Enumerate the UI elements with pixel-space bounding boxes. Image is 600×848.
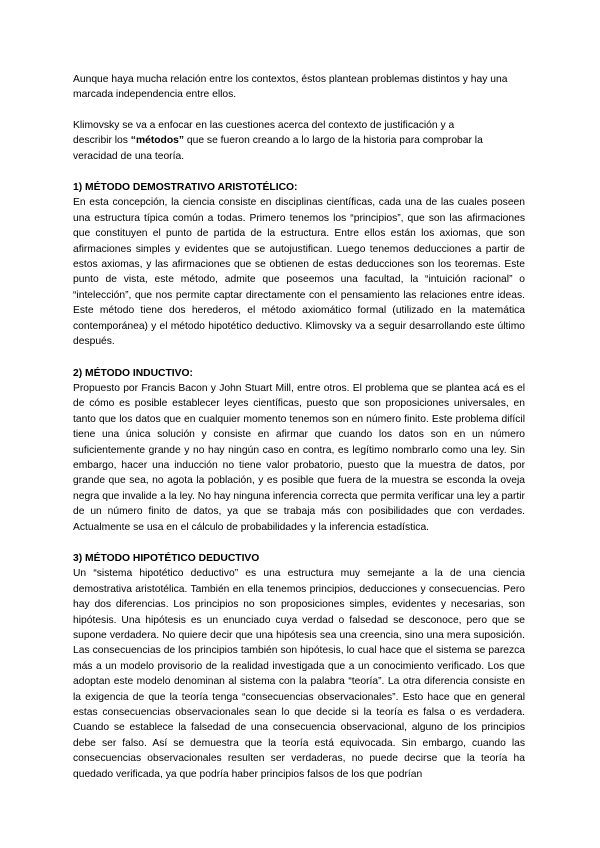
section-heading-aristotelian: 1) MÉTODO DEMOSTRATIVO ARISTOTÉLICO: (73, 182, 298, 194)
section-body-inductive: Propuesto por Francis Bacon y John Stuart Mill, entre otros. El problema que se plantea acá es el de cómo es posible establecer leyes científicas, puesto que son proposiciones universales, en tanto que los datos que en cualquier momento tenemos son en número finito. Este problema difícil tiene una única solución y consiste en afirmar que cuando los datos son en un número suficientemente grande y no hay ningún caso en contra, es legítimo nombrarlo como una ley. Sin embargo, hacer una inducción no tiene valor probatorio, puesto que la muestra de datos, por grande que sea, no agota la población, y es posible que fuera de la muestra se esconda la oveja negra que invalide a la ley. No hay ninguna inferencia correcta que permita verificar una ley a partir de un número finito de datos, ya que se trabaja más con posibilidades que con verdades. Actualmente se usa en el cálculo de probabilidades y la inferencia estadística. (73, 382, 525, 533)
section-body-hypothetico-deductive: Un “sistema hipotético deductivo” es una estructura muy semejante a la de una ciencia demostrativa aristotélica. También en ella tenemos principios, deducciones y consecuencias. Pero hay dos diferencias. Los principios no son proposiciones simples, evidentes y necesarias, son hipótesis. Una hipótesis es un enunciado cuya verdad o falsedad se desconoce, pero que se supone verdadera. No quiere decir que una hipótesis sea una creencia, sino una mera suposición. Las consecuencias de los principios también son hipótesis, lo cual hace que el sistema se parezca más a un modelo provisorio de la realidad investigada que a un conocimiento verificado. Los que adoptan este modelo denominan al sistema con la palabra “teoría”. La otra diferencia consiste en la exigencia de que la teoría tenga “consecuencias observacionales”. Esto hace que en general estas consecuencias observacionales sean lo que decide si la teoría es falsa o es verdadera. Cuando se establece la falsedad de una consecuencia observacional, alguno de los principios debe ser falso. Así se demuestra que la teoría está equivocada. Sin embargo, cuando las consecuencias observacionales resulten ser verdaderas, no puede decirse que la teoría ha quedado verificada, ya que podría haber principios falsos de los que podrían (73, 568, 525, 780)
methods-bold-term: “métodos” (130, 135, 185, 147)
section-heading-hypothetico-deductive: 3) MÉTODO HIPOTÉTICO DEDUCTIVO (73, 552, 260, 564)
document-page (73, 72, 525, 782)
methods-intro-text-after: que se fueron creando a lo largo de la historia para comprobar la veracidad de una teoría. (73, 135, 483, 162)
section-heading-inductive: 2) MÉTODO INDUCTIVO: (73, 367, 193, 379)
intro-paragraph: Aunque haya mucha relación entre los contextos, éstos plantean problemas distintos y hay una marcada independencia entre ellos. (73, 74, 508, 101)
methods-intro-text-before: Klimovsky se va a enfocar en las cuestiones acerca del contexto de justificación y a describir los (73, 119, 455, 147)
section-body-aristotelian: En esta concepción, la ciencia consiste en disciplinas científicas, cada una de las cuales poseen una estructura típica común a todas. Primero tenemos los “principios”, que son las afirmaciones que constituyen el punto de partida de la estructura. Entre ellos están los axiomas, que son afirmaciones simples y evidentes que se autojustifican. Luego tenemos deducciones a partir de estos axiomas, y las afirmaciones que se obtienen de estas deducciones son los teoremas. Este punto de vista, este método, admite que poseemos una facultad, la “intuición racional” o “intelección”, que nos permite captar directamente con el pensamiento las relaciones entre ideas. Este método tiene dos herederos, el método axiomático formal (utilizado en la matemática contemporánea) y el método hipotético deductivo. Klimovsky va a seguir desarrollando este último después. (73, 197, 525, 348)
methods-intro-paragraph (73, 118, 493, 164)
